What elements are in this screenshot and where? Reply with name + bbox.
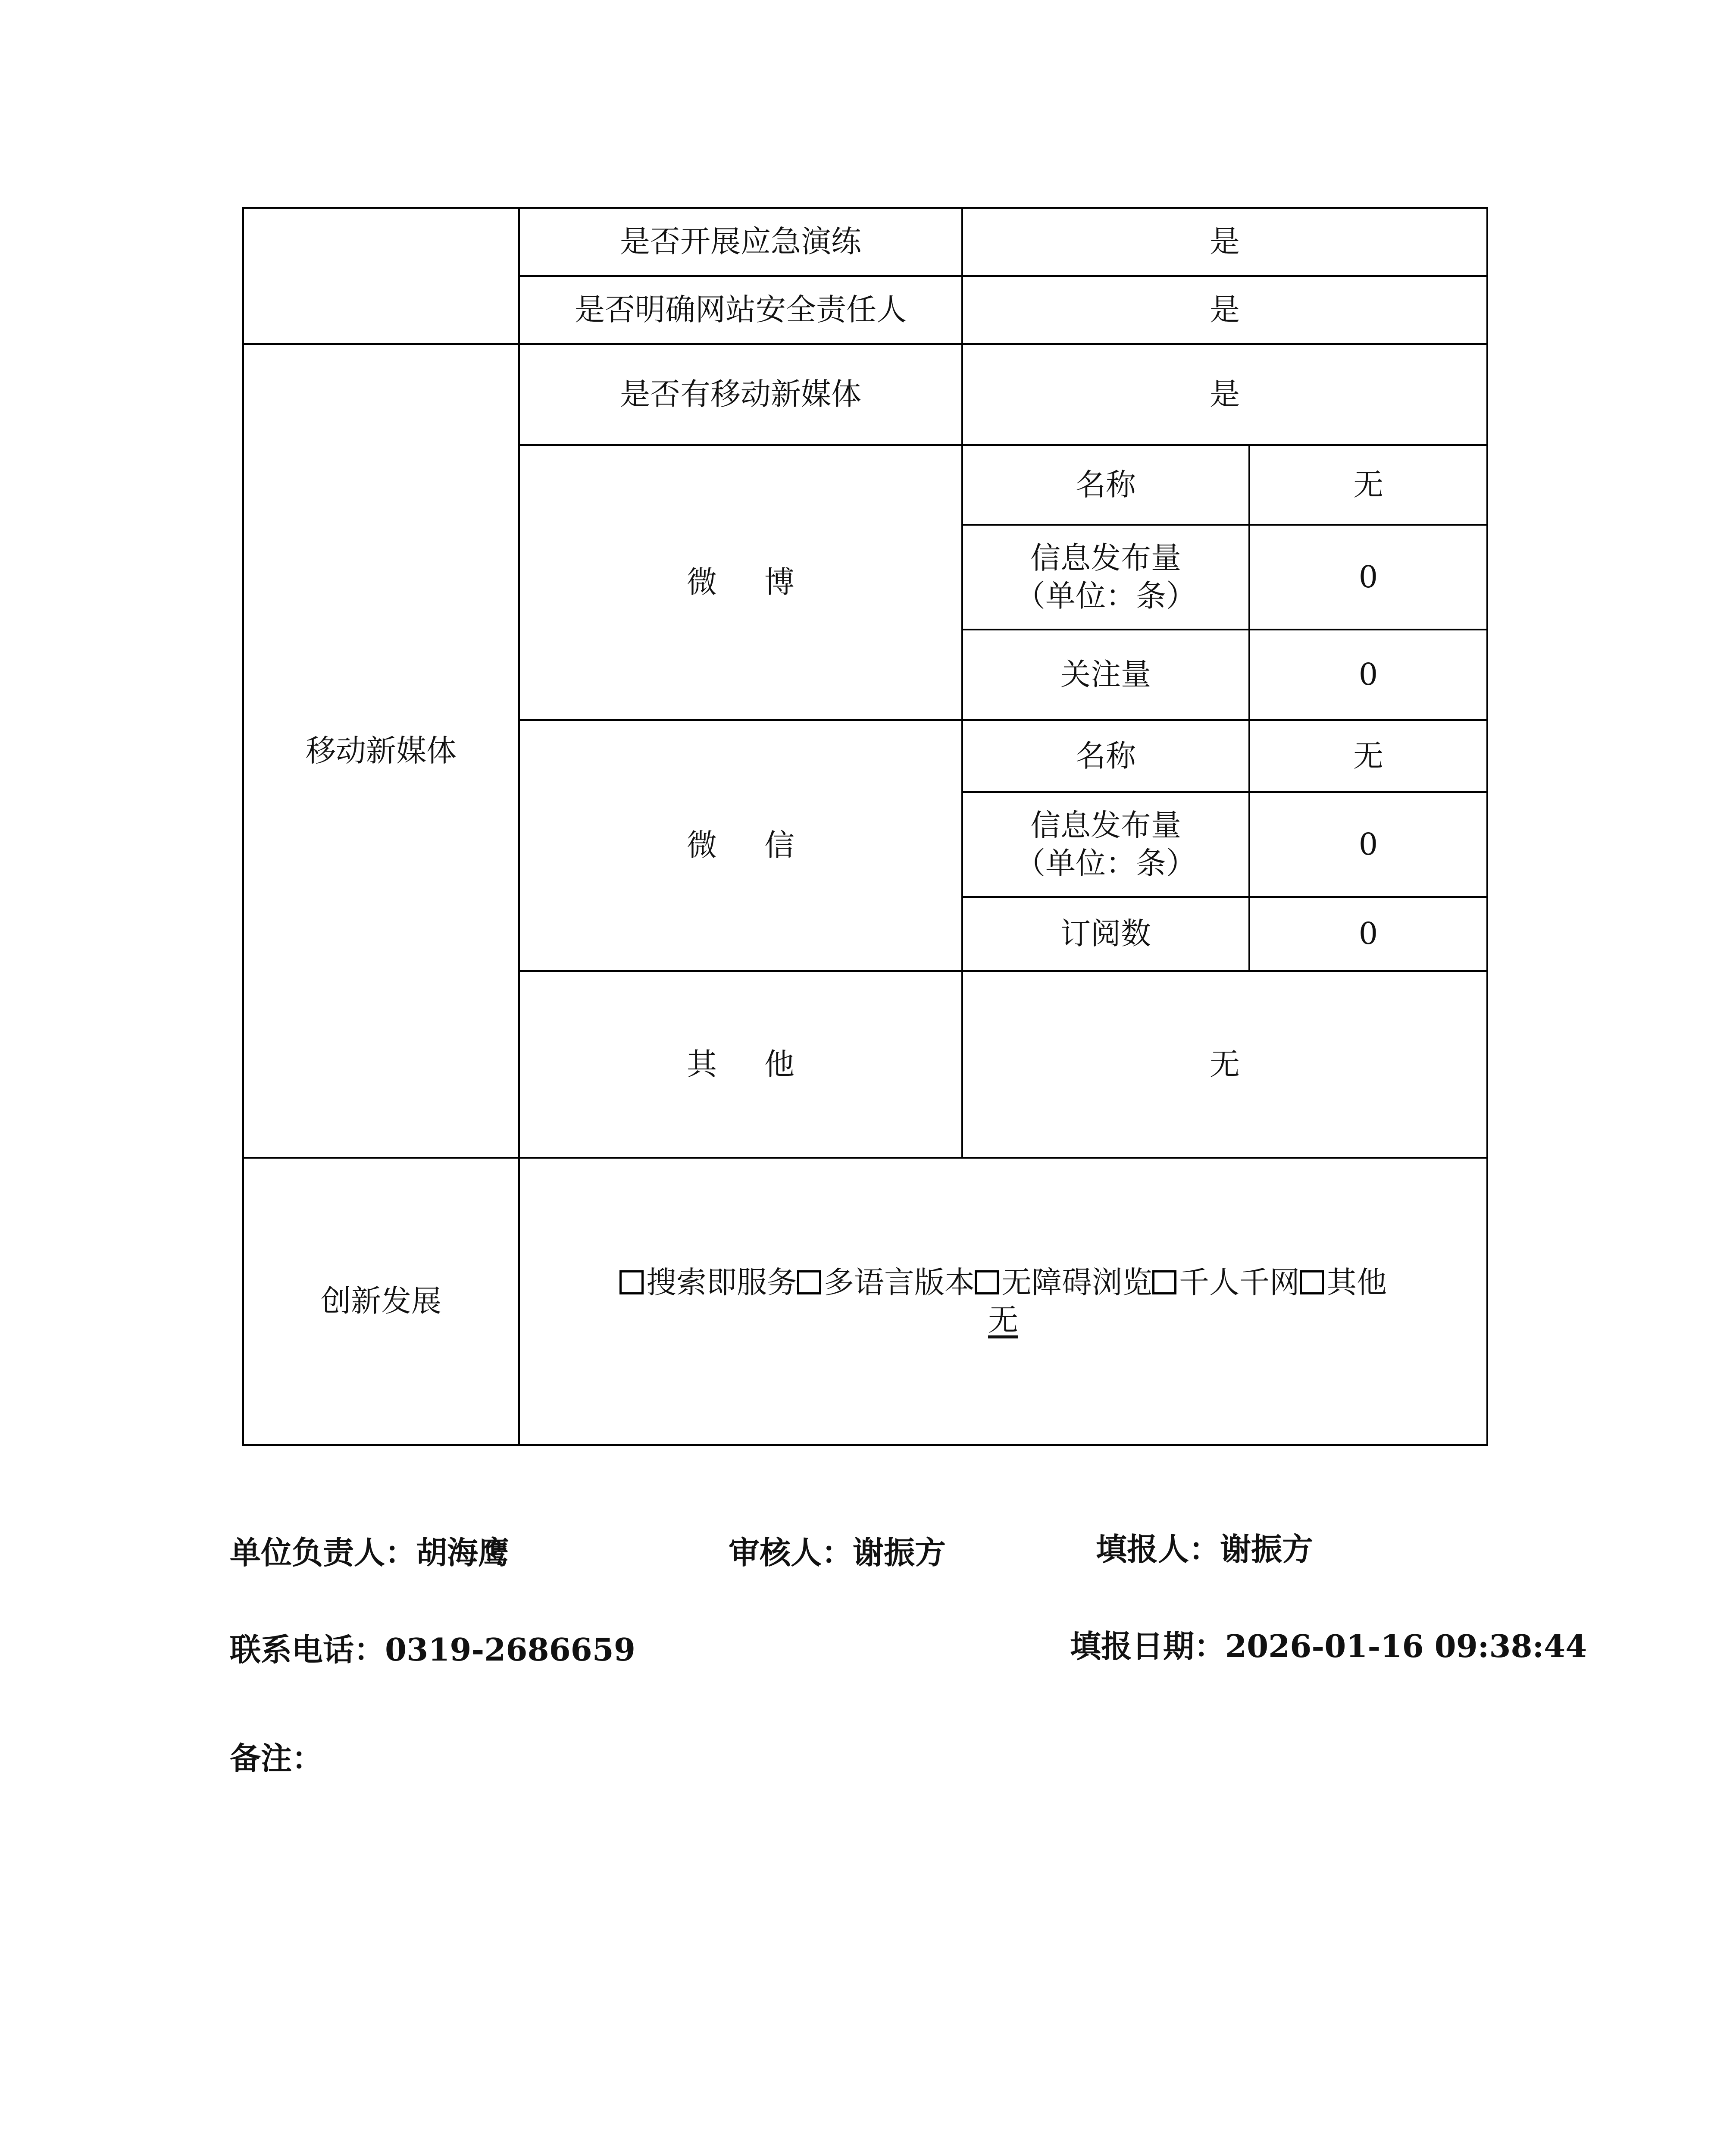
checkbox-icon[interactable]	[797, 1270, 821, 1294]
filler: 填报人：谢振方	[1096, 1531, 1314, 1567]
wechat-label: 微信	[519, 720, 962, 971]
weibo-posts-label	[962, 525, 1249, 630]
other-media-value: 无	[962, 971, 1487, 1158]
unit-head: 单位负责人：胡海鹰	[230, 1534, 510, 1571]
security-owner-label: 是否明确网站安全责任人	[519, 276, 962, 344]
option-search-service: 搜索即服务	[646, 1264, 797, 1300]
other-option-value: 无	[988, 1302, 1018, 1338]
weibo-posts-label-line2: （单位：条）	[1015, 578, 1196, 614]
checkbox-icon[interactable]	[975, 1270, 999, 1294]
innovation-label: 创新发展	[243, 1158, 519, 1445]
emergency-drill-value: 是	[962, 208, 1487, 276]
checkbox-icon[interactable]	[1152, 1270, 1176, 1294]
weibo-followers-label: 关注量	[962, 630, 1249, 720]
has-new-media-label: 是否有移动新媒体	[519, 344, 962, 445]
new-media-category: 移动新媒体	[243, 344, 519, 1158]
innovation-options	[519, 1158, 1487, 1445]
wechat-subscribers-label: 订阅数	[962, 897, 1249, 971]
weibo-posts-label-line1: 信息发布量	[1030, 540, 1181, 576]
option-other: 其他	[1326, 1264, 1387, 1300]
wechat-posts-label-line1: 信息发布量	[1030, 808, 1181, 843]
wechat-name-value: 无	[1249, 720, 1487, 792]
weibo-followers-value: 0	[1249, 630, 1487, 720]
wechat-posts-label-line2: （单位：条）	[1015, 845, 1196, 881]
weibo-name-value: 无	[1249, 445, 1487, 525]
fill-date: 填报日期：2026-01-16 09:38:44	[1070, 1628, 1587, 1664]
remarks: 备注：	[230, 1740, 323, 1777]
security-owner-value: 是	[962, 276, 1487, 344]
reviewer: 审核人：谢振方	[729, 1534, 946, 1571]
wechat-subscribers-value: 0	[1249, 897, 1487, 971]
emergency-drill-label: 是否开展应急演练	[519, 208, 962, 276]
weibo-label: 微博	[519, 445, 962, 720]
category-cell-continued	[243, 208, 519, 344]
other-media-label: 其他	[519, 971, 962, 1158]
wechat-posts-label	[962, 792, 1249, 897]
weibo-name-label: 名称	[962, 445, 1249, 525]
contact-phone: 联系电话：0319-2686659	[230, 1631, 635, 1668]
wechat-posts-value: 0	[1249, 792, 1487, 897]
checkbox-icon[interactable]	[619, 1270, 644, 1294]
option-multilingual: 多语言版本	[824, 1264, 975, 1300]
option-personalized: 千人千网	[1179, 1264, 1300, 1300]
option-accessibility: 无障碍浏览	[1001, 1264, 1152, 1300]
wechat-name-label: 名称	[962, 720, 1249, 792]
weibo-posts-value: 0	[1249, 525, 1487, 630]
has-new-media-value: 是	[962, 344, 1487, 445]
checkbox-icon[interactable]	[1300, 1270, 1324, 1294]
report-table	[242, 207, 1488, 1446]
